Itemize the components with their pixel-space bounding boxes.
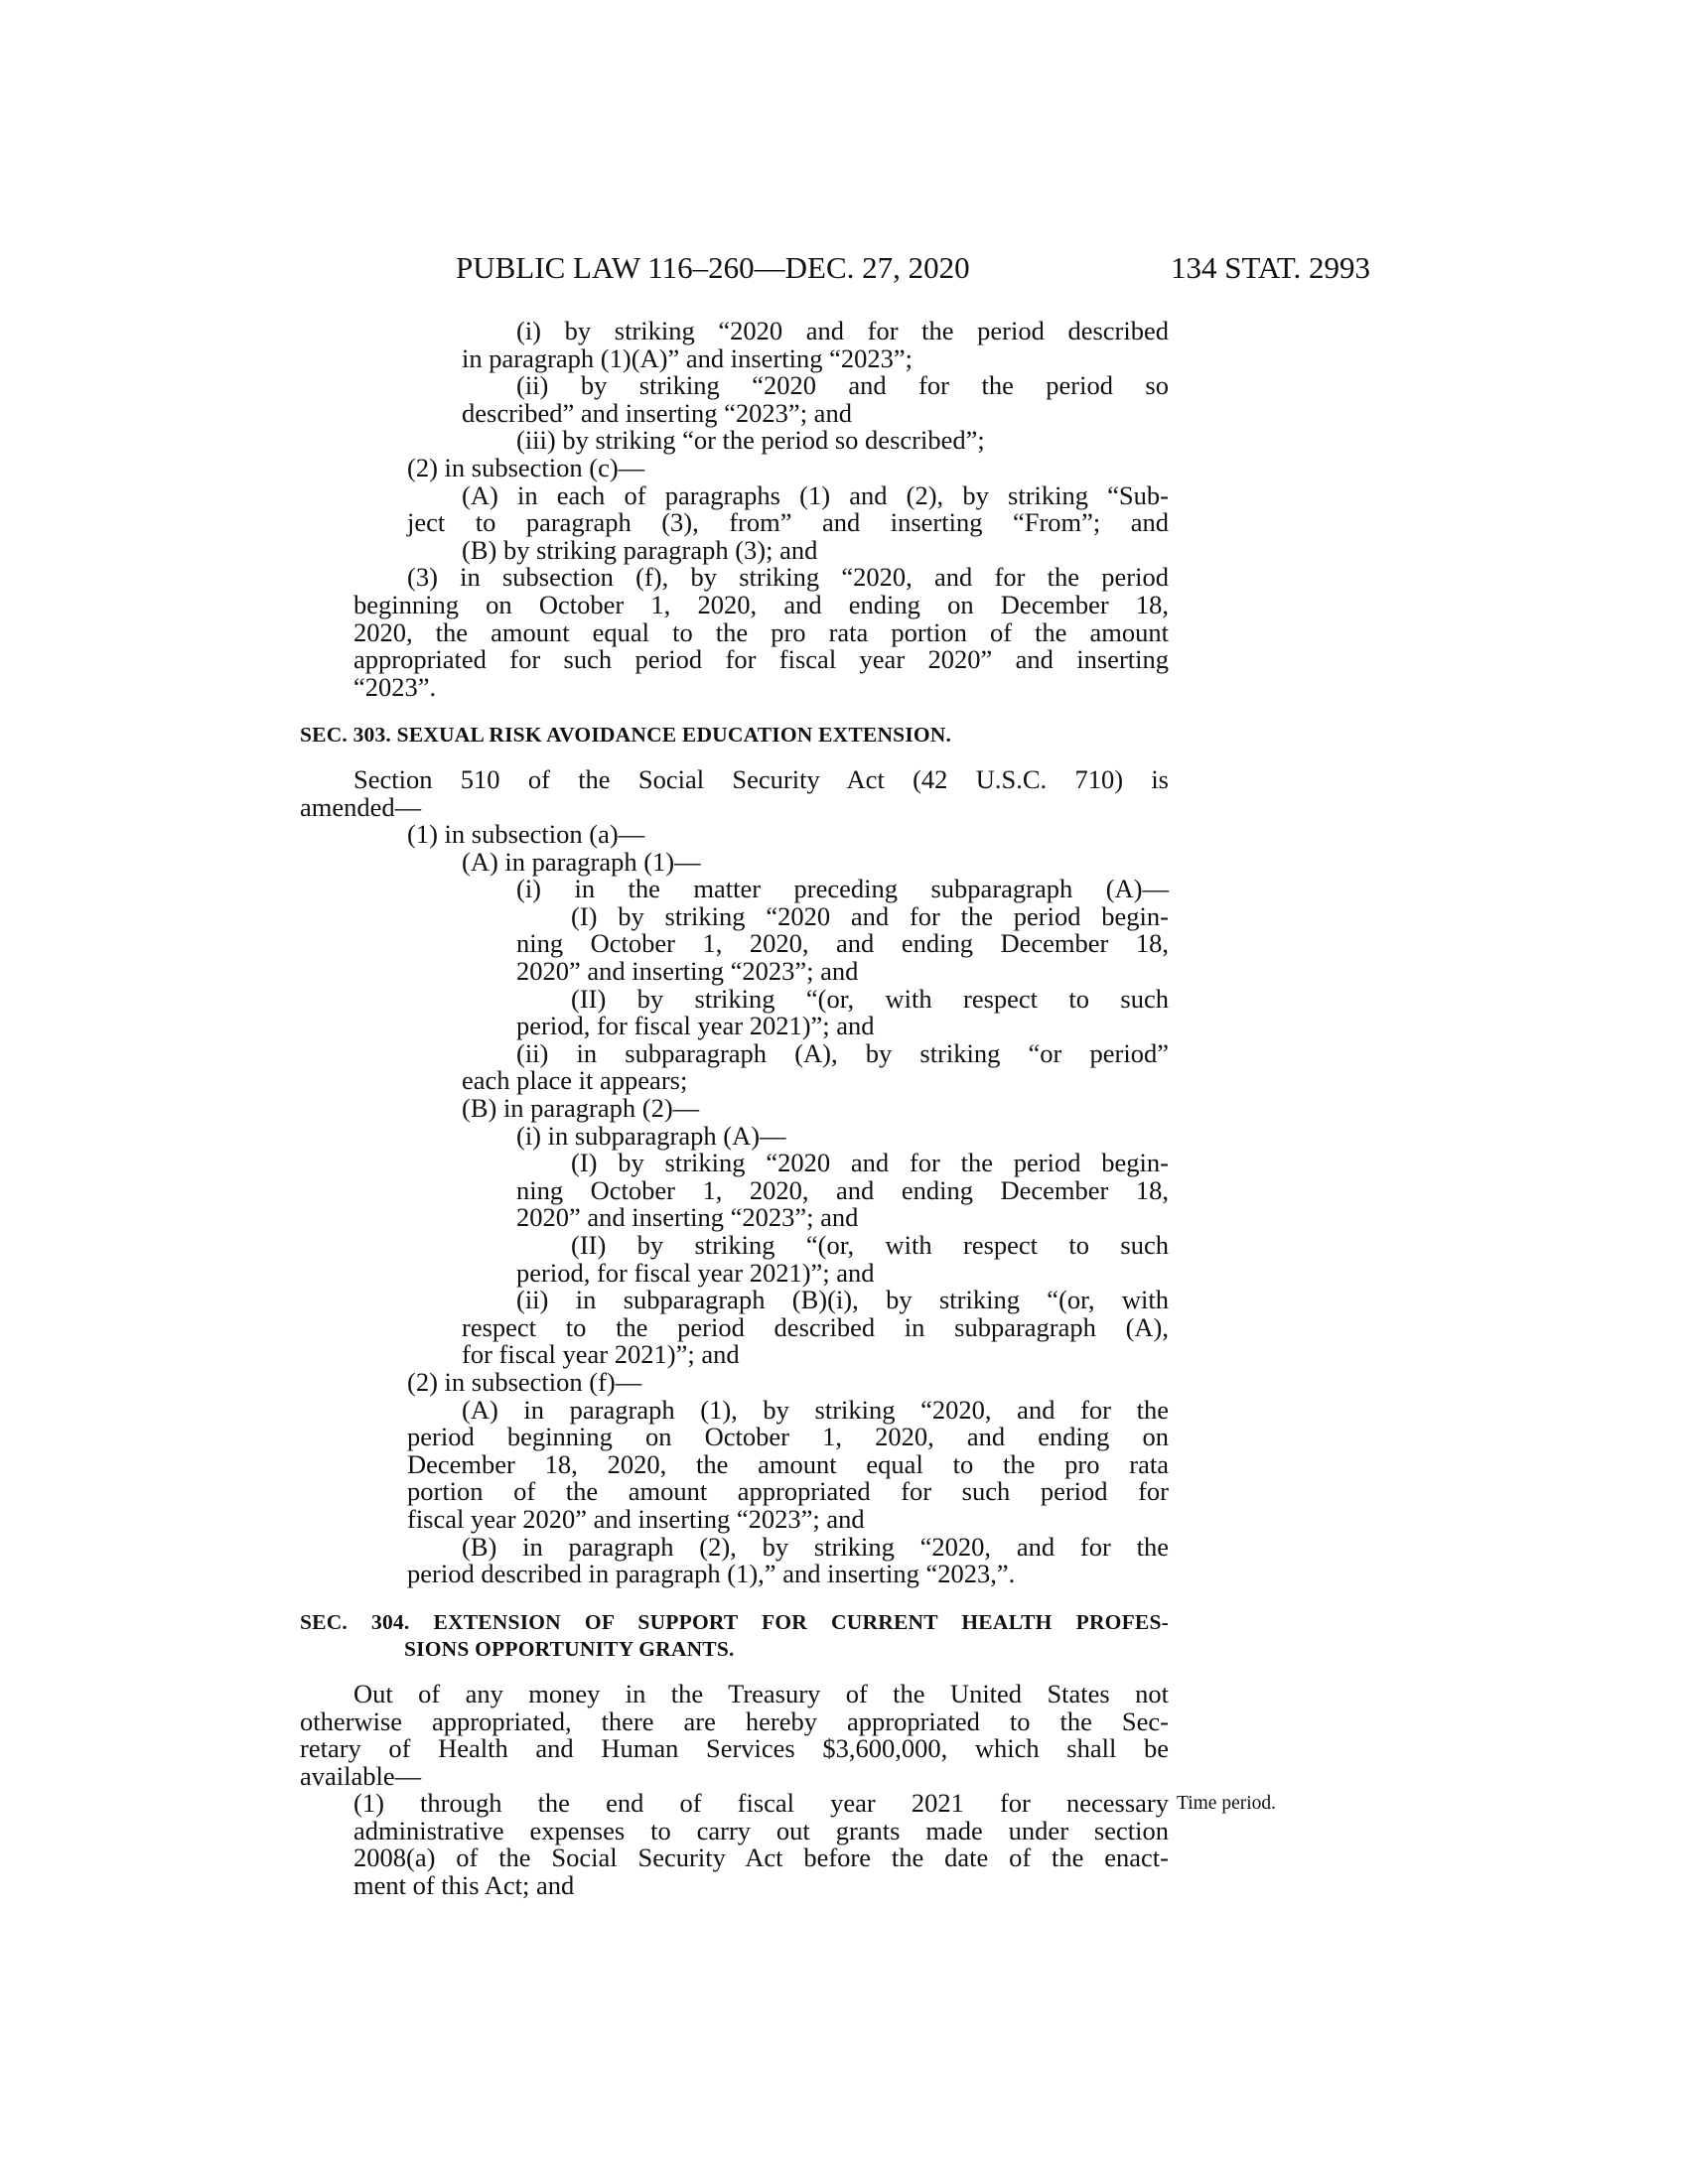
text-line: (3) in subsection (f), by striking “2020, and for the period (407, 562, 1169, 593)
text-line: (ii) in subparagraph (A), by striking “or period” (516, 1037, 1169, 1068)
text-line: 2020” and inserting “2023”; and (516, 1202, 859, 1233)
text-line: (i) by striking “2020 and for the period described (516, 316, 1169, 345)
text-line: fiscal year 2020” and inserting “2023”; and (407, 1503, 865, 1534)
text-line: 2020” and inserting “2023”; and (516, 956, 859, 987)
margin-note: Time period. (1177, 1793, 1277, 1814)
text-line: described” and inserting “2023”; and (462, 397, 852, 428)
running-header-law: PUBLIC LAW 116–260—DEC. 27, 2020 (456, 250, 970, 285)
text-line: period, for fiscal year 2021)”; and (516, 1257, 875, 1288)
text-line: administrative expenses to carry out grants made under section (353, 1815, 1169, 1845)
text-line: Out of any money in the Treasury of the United States not (353, 1678, 1169, 1708)
text-line: ment of this Act; and (353, 1870, 575, 1901)
text-line: portion of the amount appropriated for such period for (407, 1476, 1169, 1507)
section-spacer (300, 701, 1169, 722)
text-line: (i) in the matter preceding subparagraph (A)— (516, 874, 1169, 904)
text-line: (I) by striking “2020 and for the period begin- (571, 1148, 1169, 1178)
text-line: (2) in subsection (c)— (407, 452, 645, 482)
text-line: retary of Health and Human Services $3,600,000, which shall be (300, 1733, 1169, 1764)
section-spacer (300, 1588, 1169, 1609)
statute-body (300, 318, 1169, 1900)
text-line: period, for fiscal year 2021)”; and (516, 1011, 875, 1041)
text-line: (2) in subsection (f)— (407, 1366, 642, 1397)
text-line: (1) through the end of fiscal year 2021 for necessary (353, 1788, 1169, 1819)
text-line: ning October 1, 2020, and ending December 18, (516, 1174, 1169, 1205)
text-line: in paragraph (1)(A)” and inserting “2023”; (462, 342, 914, 373)
text-line: (II) by striking “(or, with respect to such (571, 1230, 1169, 1260)
text-line: (I) by striking “2020 and for the period begin- (571, 900, 1169, 931)
text-line: (ii) by striking “2020 and for the period so (516, 370, 1169, 401)
text-line: (1) in subsection (a)— (407, 819, 645, 850)
text-line: otherwise appropriated, there are hereby appropriated to the Sec- (300, 1706, 1169, 1736)
text-line: (i) in subparagraph (A)— (516, 1120, 786, 1151)
text-line: respect to the period described in subparagraph (A), (462, 1311, 1169, 1342)
section-heading-line: SIONS OPPORTUNITY GRANTS. (404, 1637, 735, 1662)
text-line: (B) in paragraph (2)— (462, 1093, 700, 1124)
text-line: (iii) by striking “or the period so described”; (516, 425, 985, 456)
text-line: (A) in paragraph (1), by striking “2020, and for the (462, 1394, 1169, 1425)
text-line: “2023”. (353, 671, 437, 702)
text-line: 2020, the amount equal to the pro rata portion of the amount (353, 616, 1169, 647)
text-line: December 18, 2020, the amount equal to the pro rata (407, 1448, 1169, 1479)
text-line: (A) in each of paragraphs (1) and (2), by striking “Sub- (462, 479, 1169, 510)
text-line: 2008(a) of the Social Security Act before the date of the enact- (353, 1843, 1169, 1873)
text-line: ject to paragraph (3), from” and inserting “From”; and (407, 507, 1169, 538)
text-line: appropriated for such period for fiscal year 2020” and inserting (353, 644, 1169, 675)
section-heading-line: SEC. 303. SEXUAL RISK AVOIDANCE EDUCATION EXTENSION. (300, 723, 952, 748)
text-line: period beginning on October 1, 2020, and ending on (407, 1422, 1169, 1452)
text-line: available— (300, 1760, 422, 1791)
text-line: for fiscal year 2021)”; and (462, 1339, 740, 1370)
text-line: each place it appears; (462, 1065, 688, 1096)
text-line: (B) in paragraph (2), by striking “2020, and for the (462, 1531, 1169, 1562)
text-line: amended— (300, 791, 422, 822)
text-line: (B) by striking paragraph (3); and (462, 534, 818, 565)
text-line: period described in paragraph (1),” and inserting “2023,”. (407, 1559, 1016, 1589)
text-line: ning October 1, 2020, and ending December 18, (516, 928, 1169, 959)
text-line: (A) in paragraph (1)— (462, 846, 701, 877)
text-line: (ii) in subparagraph (B)(i), by striking “(or, with (516, 1285, 1169, 1315)
text-line: Section 510 of the Social Security Act (42 U.S.C. 710) is (353, 763, 1169, 794)
running-header-stat-page: 134 STAT. 2993 (1170, 250, 1370, 285)
text-line: beginning on October 1, 2020, and ending on December 18, (353, 589, 1169, 619)
text-line: (II) by striking “(or, with respect to such (571, 983, 1169, 1014)
section-heading-line: SEC. 304. EXTENSION OF SUPPORT FOR CURRENT HEALTH PROFES- (300, 1609, 1169, 1634)
